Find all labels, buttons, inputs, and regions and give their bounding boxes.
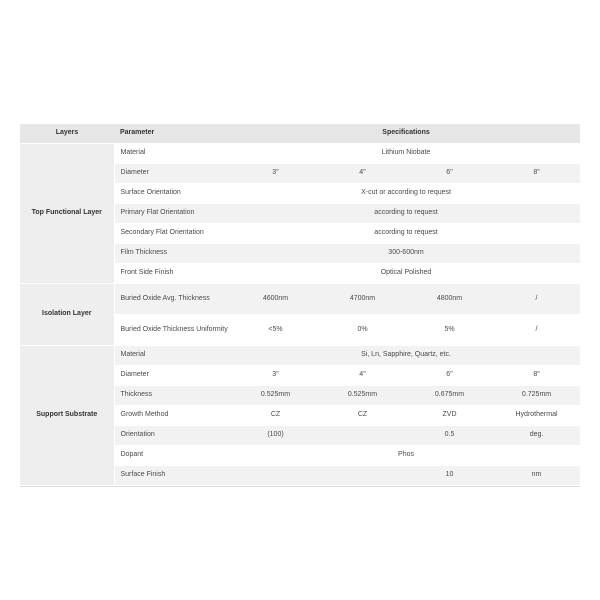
value-cell: 3"	[232, 366, 319, 386]
value-cell: 0%	[319, 315, 406, 346]
param-cell: Diameter	[114, 164, 232, 184]
table-bottom-rule	[20, 486, 580, 487]
param-cell: Primary Flat Orientation	[114, 204, 232, 224]
param-cell: Buried Oxide Avg. Thickness	[114, 284, 232, 315]
group-isolation-layer: Isolation Layer	[20, 284, 114, 346]
param-cell: Diameter	[114, 366, 232, 386]
value-cell: nm	[493, 466, 580, 486]
table-row	[20, 144, 580, 164]
value-cell: according to request	[232, 204, 580, 224]
param-cell: Dopant	[114, 446, 232, 466]
param-cell: Front Side Finish	[114, 264, 232, 284]
value-cell: according to request	[232, 224, 580, 244]
value-cell: 0.675mm	[406, 386, 493, 406]
value-cell: (100)	[232, 426, 319, 446]
group-top-functional-layer: Top Functional Layer	[20, 144, 114, 284]
param-cell: Material	[114, 144, 232, 164]
header-row	[20, 124, 580, 144]
value-cell	[232, 466, 319, 486]
table-row	[20, 284, 580, 315]
header-specifications: Specifications	[232, 124, 580, 144]
value-cell: Si, Ln, Sapphire, Quartz, etc.	[232, 346, 580, 366]
value-cell: 0.525mm	[232, 386, 319, 406]
value-cell: 4700nm	[319, 284, 406, 315]
value-cell: CZ	[232, 406, 319, 426]
value-cell: 6"	[406, 164, 493, 184]
param-cell: Surface Orientation	[114, 184, 232, 204]
value-cell: 4"	[319, 366, 406, 386]
param-cell: Surface Finish	[114, 466, 232, 486]
value-cell: /	[493, 284, 580, 315]
value-cell: 4600nm	[232, 284, 319, 315]
value-cell: 10	[406, 466, 493, 486]
value-cell: 8"	[493, 164, 580, 184]
header-parameter: Parameter	[114, 124, 232, 144]
bottom-rule-cell	[20, 486, 580, 487]
value-cell: deg.	[493, 426, 580, 446]
param-cell: Buried Oxide Thickness Uniformity	[114, 315, 232, 346]
value-cell	[319, 426, 406, 446]
value-cell: CZ	[319, 406, 406, 426]
value-cell: Hydrothermal	[493, 406, 580, 426]
param-cell: Film Thickness	[114, 244, 232, 264]
value-cell: <5%	[232, 315, 319, 346]
value-cell: X-cut or according to request	[232, 184, 580, 204]
value-cell: 0.5	[406, 426, 493, 446]
value-cell: 5%	[406, 315, 493, 346]
header-layers: Layers	[20, 124, 114, 144]
value-cell: Optical Polished	[232, 264, 580, 284]
value-cell: 6"	[406, 366, 493, 386]
group-support-substrate: Support Substrate	[20, 346, 114, 486]
value-cell: Lithium Niobate	[232, 144, 580, 164]
param-cell: Secondary Flat Orientation	[114, 224, 232, 244]
value-cell	[319, 466, 406, 486]
value-cell: /	[493, 315, 580, 346]
value-cell: 4800nm	[406, 284, 493, 315]
value-cell: 300-600nm	[232, 244, 580, 264]
param-cell: Orientation	[114, 426, 232, 446]
value-cell: Phos	[232, 446, 580, 466]
value-cell: 0.525mm	[319, 386, 406, 406]
param-cell: Growth Method	[114, 406, 232, 426]
specifications-table	[20, 124, 580, 487]
value-cell: 3"	[232, 164, 319, 184]
param-cell: Material	[114, 346, 232, 366]
value-cell: 0.725mm	[493, 386, 580, 406]
param-cell: Thickness	[114, 386, 232, 406]
value-cell: ZVD	[406, 406, 493, 426]
value-cell: 4"	[319, 164, 406, 184]
value-cell: 8"	[493, 366, 580, 386]
table-row	[20, 346, 580, 366]
